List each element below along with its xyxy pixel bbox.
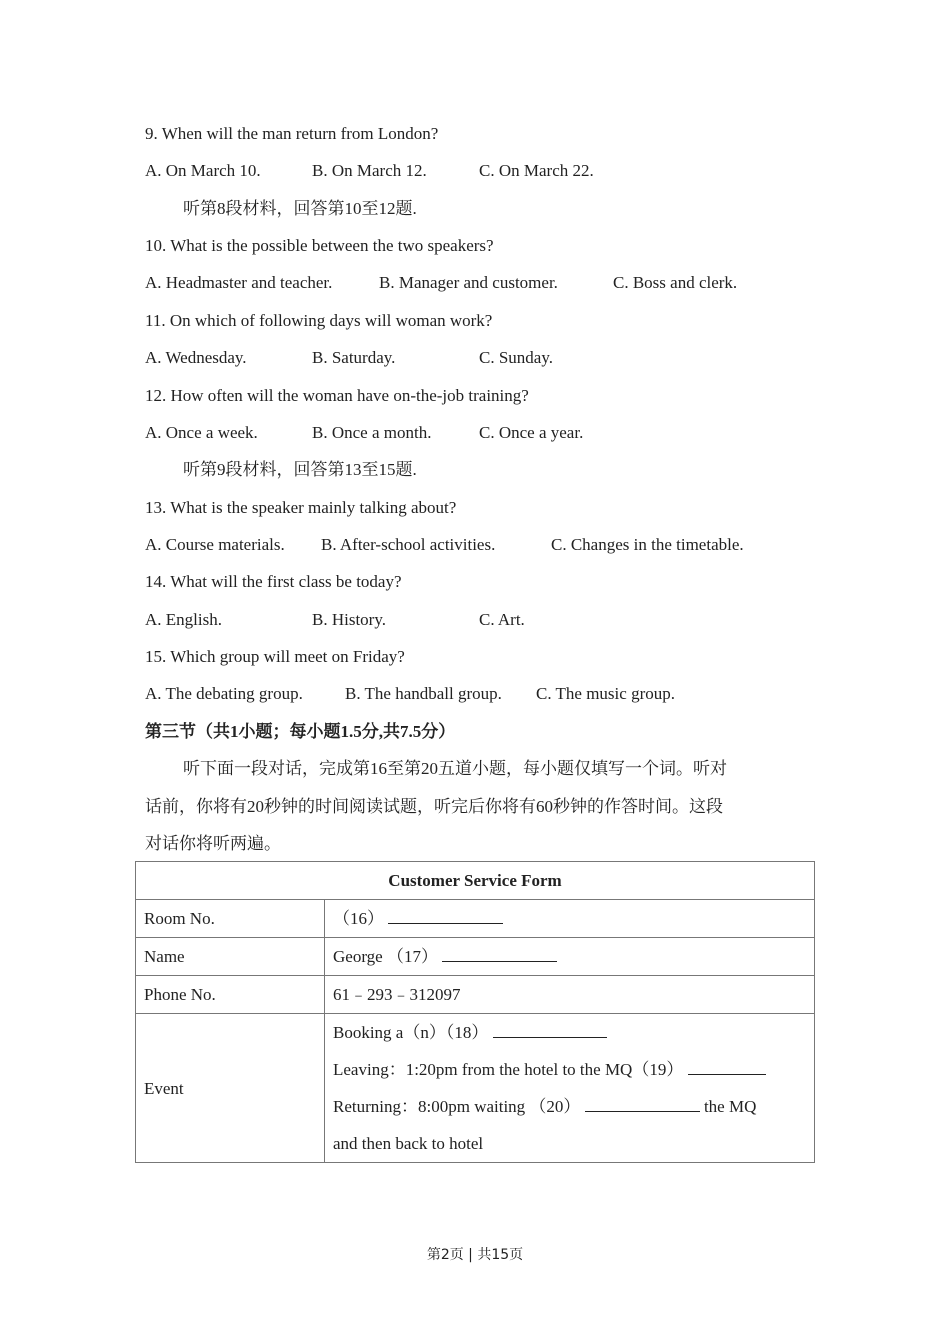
form-title: Customer Service Form	[136, 862, 815, 900]
q12-option-a: A. Once a week.	[145, 423, 258, 442]
question-13: 13. What is the speaker mainly talking about?	[145, 498, 457, 517]
section-9-instruction: 听第9段材料，回答第13至15题.	[183, 460, 417, 479]
page-footer: 第2页 | 共15页	[426, 1247, 524, 1263]
customer-service-form	[135, 861, 815, 1163]
form-row-name	[136, 938, 815, 976]
question-14: 14. What will the first class be today?	[145, 572, 402, 591]
event-leaving-text: Leaving：1:20pm from the hotel to the MQ（19）	[333, 1060, 684, 1079]
event-returning-text: Returning：8:00pm waiting （20）	[333, 1097, 581, 1116]
q13-option-c: C. Changes in the timetable.	[551, 535, 744, 554]
q14-option-b: B. History.	[312, 610, 386, 629]
q15-option-c: C. The music group.	[536, 684, 675, 703]
q12-option-c: C. Once a year.	[479, 423, 584, 442]
event-cell	[325, 1014, 815, 1163]
q13-option-a: A. Course materials.	[145, 535, 285, 554]
room-label: Room No.	[136, 900, 325, 938]
q13-option-b: B. After-school activities.	[321, 535, 496, 554]
q9-option-c: C. On March 22.	[479, 161, 594, 180]
form-row-event	[136, 1014, 815, 1163]
section-3-instruction-line-3: 对话你将听两遍。	[145, 834, 281, 853]
q9-option-b: B. On March 12.	[312, 161, 427, 180]
blank-19[interactable]	[688, 1058, 766, 1075]
blank-16[interactable]	[388, 907, 503, 924]
blank-17[interactable]	[442, 945, 557, 962]
q9-option-a: A. On March 10.	[145, 161, 261, 180]
event-returning-suffix: the MQ	[699, 1097, 757, 1116]
section-3-instruction-line-2: 话前，你将有20秒钟的时间阅读试题，听完后你将有60秒钟的作答时间。这段	[145, 797, 723, 816]
question-10: 10. What is the possible between the two speakers?	[145, 236, 494, 255]
question-15: 15. Which group will meet on Friday?	[145, 647, 405, 666]
section-3-heading: 第三节（共1小题；每小题1.5分,共7.5分）	[145, 722, 456, 741]
name-label: Name	[136, 938, 325, 976]
q15-option-b: B. The handball group.	[345, 684, 502, 703]
q10-option-c: C. Boss and clerk.	[613, 273, 738, 292]
q12-option-b: B. Once a month.	[312, 423, 432, 442]
room-value: （16）	[333, 909, 384, 928]
blank-20[interactable]	[585, 1095, 700, 1112]
q14-option-c: C. Art.	[479, 610, 525, 629]
event-booking-text: Booking a（n）（18）	[333, 1023, 489, 1042]
question-9: 9. When will the man return from London?	[145, 124, 439, 143]
event-leaving-line	[333, 1051, 806, 1088]
q11-option-a: A. Wednesday.	[145, 348, 247, 367]
q11-option-c: C. Sunday.	[479, 348, 553, 367]
q10-option-a: A. Headmaster and teacher.	[145, 273, 333, 292]
q15-option-a: A. The debating group.	[145, 684, 303, 703]
form-title-row	[136, 862, 815, 900]
section-8-instruction: 听第8段材料，回答第10至12题.	[183, 199, 417, 218]
phone-value: 61﹣293﹣312097	[325, 976, 815, 1014]
name-value: George （17）	[333, 947, 438, 966]
event-back-line: and then back to hotel	[333, 1134, 484, 1153]
question-12: 12. How often will the woman have on-the-job training?	[145, 386, 529, 405]
form-row-room	[136, 900, 815, 938]
blank-18[interactable]	[493, 1021, 607, 1038]
question-11: 11. On which of following days will woman work?	[145, 311, 493, 330]
q14-option-a: A. English.	[145, 610, 222, 629]
name-cell	[325, 938, 815, 976]
section-3-instruction-line-1: 听下面一段对话，完成第16至第20五道小题，每小题仅填写一个词。听对	[183, 759, 727, 778]
event-returning-line	[333, 1088, 806, 1125]
q11-option-b: B. Saturday.	[312, 348, 396, 367]
q10-option-b: B. Manager and customer.	[379, 273, 558, 292]
event-booking-line	[333, 1014, 806, 1051]
phone-label: Phone No.	[136, 976, 325, 1014]
event-label: Event	[136, 1014, 325, 1163]
form-row-phone	[136, 976, 815, 1014]
room-cell	[325, 900, 815, 938]
